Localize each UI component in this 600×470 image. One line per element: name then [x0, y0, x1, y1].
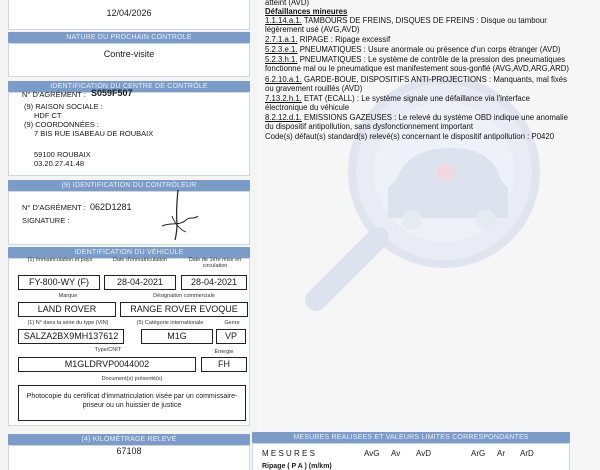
col-ar: Ar — [497, 449, 505, 458]
brand-value: LAND ROVER — [18, 302, 116, 317]
signature-drawing — [150, 186, 210, 242]
defect-item: 5.2.3.h.1. PNEUMATIQUES : Le système de contrôle de la pression des pneumatiques fonctionne mal ou le pneumatique est manifestement sous-gonflé (AVG,AVD,ARG,ARD) — [265, 55, 569, 74]
vin-label: (1) N° dans la série du type (VIN) — [27, 320, 109, 326]
centre-phone: 03.20.27.41.48 — [34, 159, 85, 168]
docs-value: Photocopie du certificat d'immatriculation visée par un commissaire-priseur ou un huissier de justice — [26, 393, 238, 409]
immat-value: FY-800-WY (F) — [18, 275, 100, 290]
defect-top-fragment: atteint (AVD) — [265, 0, 310, 7]
energy-label: Énergie — [214, 349, 234, 355]
centre-header: IDENTIFICATION DU CENTRE DE CONTRÔLE — [8, 81, 250, 92]
obd-code-line: Code(s) défaut(s) standard(s) relevé(s) concernant le dispositif antipollution : P0420 — [265, 132, 555, 141]
defect-item: 8.2.12.d.1. EMISSIONS GAZEUSES : Le relevé du système OBD indique une anomalie du dispositif antipollution, sans dysfonctionnement important — [265, 113, 568, 132]
brand-label: Marque — [58, 293, 78, 299]
controller-agrement-value: 062D1281 — [90, 202, 132, 212]
cat-label: (5) Catégorie internationale — [136, 320, 204, 326]
raison-label: (9) RAISON SOCIALE : — [24, 102, 103, 111]
docs-label: Document(s) présenté(s) — [101, 376, 163, 382]
mileage-value: 67108 — [116, 446, 142, 456]
model-value: RANGE ROVER EVOQUE — [120, 302, 248, 317]
genre-label: Genre — [224, 320, 240, 326]
col-ard: ArD — [520, 449, 534, 458]
immat-label: (1) Immatriculation et pays — [27, 257, 93, 263]
measures-header: MESURES REALISEES ET VALEURS LIMITES CORRESPONDANTES — [252, 432, 570, 443]
mileage-header: (4) KILOMÉTRAGE RELEVÉ — [8, 434, 250, 445]
centre-address2: 59100 ROUBAIX — [34, 150, 91, 159]
vehicle-header: IDENTIFICATION DU VÉHICULE — [8, 247, 250, 258]
col-avg: AvG — [364, 449, 380, 458]
defect-item: 1.1.14.a.1. TAMBOURS DE FREINS, DISQUES DE FREINS : Disque ou tambour légèrement usé (AVG,AVD) — [265, 16, 547, 35]
report-date: 12/04/2026 — [106, 8, 152, 18]
col-avd: AvD — [416, 449, 431, 458]
controller-agrement-label: N° D'AGRÉMENT : — [22, 203, 86, 212]
first-circ-value: 28-04-2021 — [181, 275, 247, 290]
defect-item: 5.2.3.e.1. PNEUMATIQUES : Usure anormale ou présence d'un corps étranger (AVD) — [265, 45, 561, 54]
ripage-row-label: Ripage ( P A ) (m/km) — [262, 463, 332, 470]
first-immat-label: Date d'immatriculation — [112, 257, 168, 263]
type-value: M1GLDRVP0044002 — [18, 357, 196, 372]
controller-header: (9) IDENTIFICATION DU CONTRÔLEUR — [8, 180, 250, 191]
cat-value: M1G — [141, 329, 213, 344]
centre-address1: 7 BIS RUE ISABEAU DE ROUBAIX — [34, 129, 154, 138]
coord-label: (9) COORDONNÉES : — [24, 120, 100, 129]
model-label: Désignation commerciale — [153, 293, 215, 299]
signature-label: SIGNATURE : — [22, 216, 70, 225]
measures-label: M E S U R E S — [262, 449, 315, 458]
centre-agrement-label: N° D'AGRÉMENT : — [22, 90, 86, 99]
defect-item: 2.7.1.a.1. RIPAGE : Ripage excessif — [265, 35, 391, 44]
defect-item: 7.13.2.h.1. ETAT (ECALL) : Le système signale une défaillance via l'interface électronique du véhicule — [265, 94, 531, 113]
col-av: Av — [391, 449, 401, 458]
first-immat-value: 28-04-2021 — [104, 275, 176, 290]
centre-agrement-value: S059F507 — [91, 88, 133, 98]
type-label: Type/CNIT — [94, 347, 122, 353]
defect-item: 6.2.10.a.1. GARDE-BOUE, DISPOSITIFS ANTI-PROJECTIONS : Manquants, mal fixés ou gravement rouillés (AVD) — [265, 75, 568, 94]
col-arg: ArG — [471, 449, 486, 458]
next-control-value: Contre-visite — [103, 49, 155, 59]
genre-value: VP — [216, 329, 246, 344]
first-circ-label: Date de 1ère mise en circulation — [188, 257, 242, 269]
raison-value: HDF CT — [34, 111, 62, 120]
vin-value: SALZA2BX9MH137612 — [18, 329, 124, 344]
next-control-header: NATURE DU PROCHAIN CONTROLE — [8, 32, 250, 43]
energy-value: FH — [201, 357, 247, 372]
minor-defects-heading: Défaillances mineures — [265, 7, 348, 16]
